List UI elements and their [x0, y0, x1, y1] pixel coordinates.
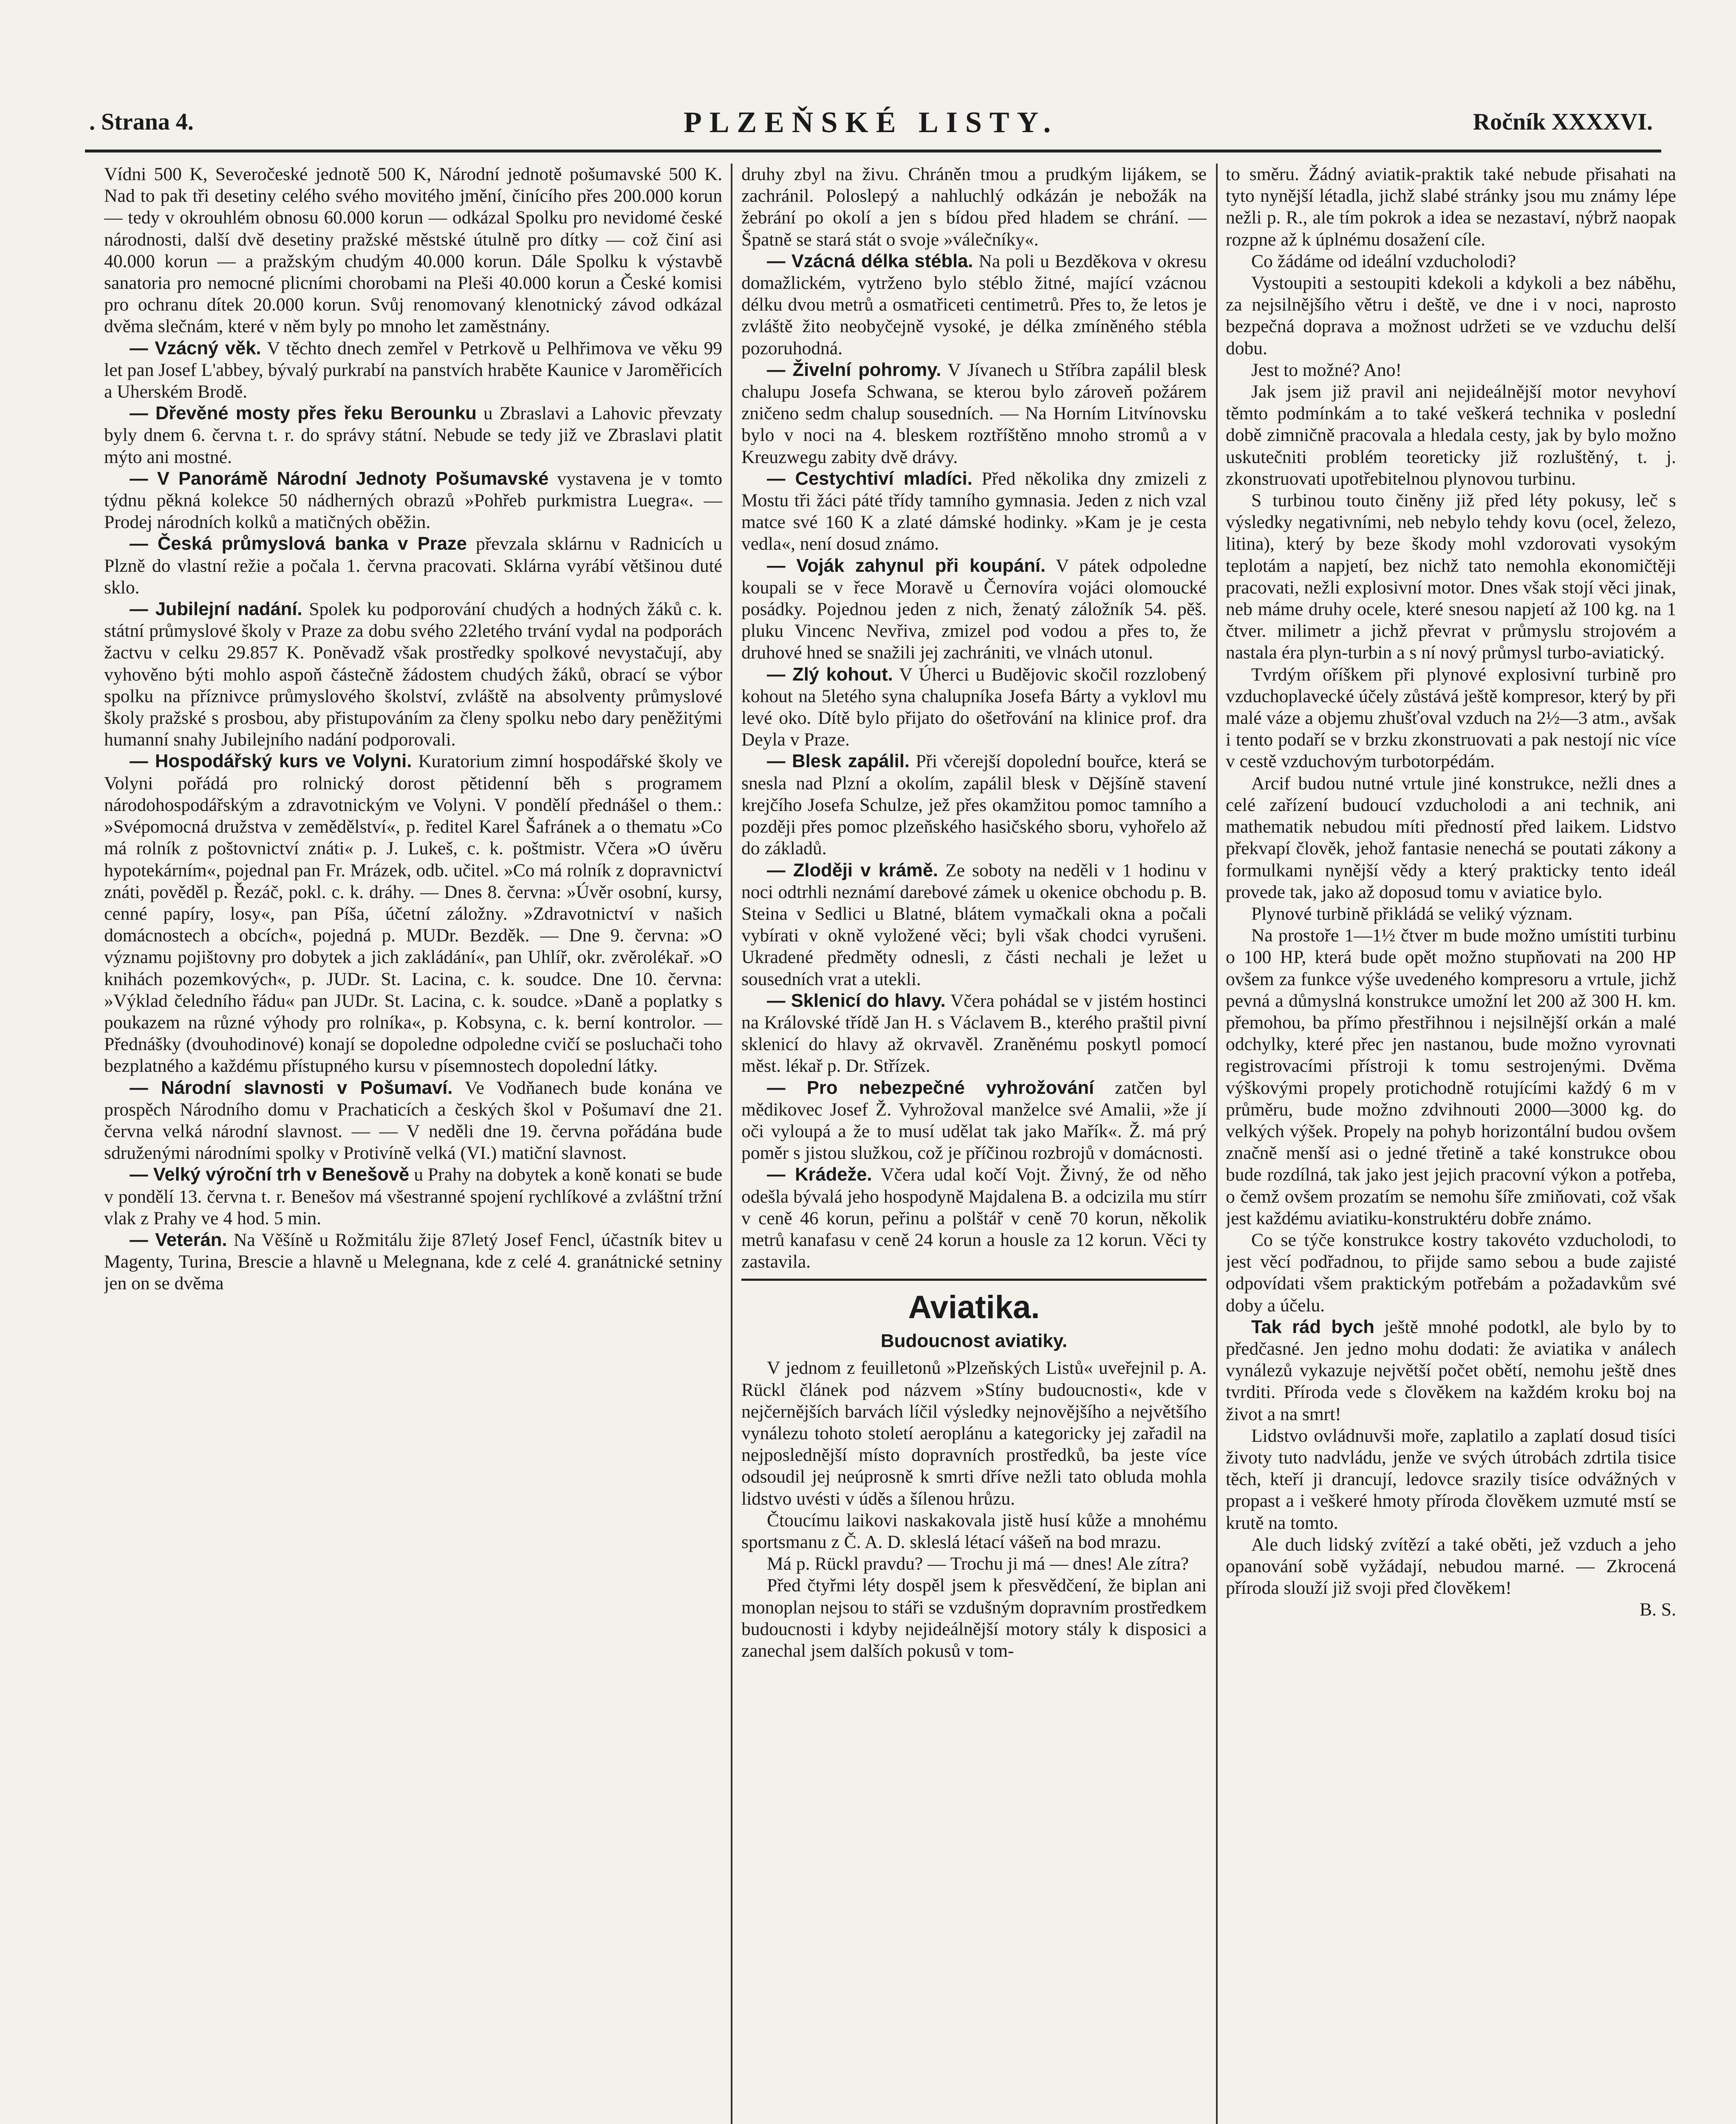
news-headline: — Hospodářský kurs ve Volyni. — [130, 751, 412, 772]
news-headline: — Pro nebezpečné vyhrožování — [767, 1077, 1094, 1098]
news-headline: — Voják zahynul při koupání. — [767, 555, 1046, 576]
article-paragraph: Má p. Rückl pravdu? — Trochu ji má — dnes! Ale zítra? — [767, 1553, 1189, 1574]
paragraph-text: Vystoupiti a sestoupiti kdekoli a kdykoli a bez náběhu, za nejsilnějšího větru i deště, ve dne i v noci, naprosto bezpečná doprava a možnost udržeti se ve vzduchu delší dobu. — [1226, 273, 1676, 359]
paragraph-text: V těchto dnech zemřel v Petrkově u Pelhřimova ve věku 99 let pan Josef L'abbey, bývalý purkrabí na panstvích hraběte Kaunice v Jaroměřicích a Uherském Brodě. — [104, 338, 722, 402]
paragraph-text: Spolek ku podporování chudých a hodných žáků c. k. státní průmyslové školy v Praze za dobu svého 22letého trvání vydal na podporách žactvu v celku 29.857 K. Poněvadž však prostředky spolkové nevystačují, aby vyhověno býti mohlo aspoň částečně žádostem chudých žáků, obrací se výbor spolku na příznivce průmyslového školství, zvláště na absolventy průmyslové školy pražské s prosbou, aby přistupováním za členy spolku nebo dary peněžitými humanní snahy Jubilejního nadání podporovali. — [104, 599, 722, 750]
paragraph-text: ještě mnohé podotkl, ale bylo by to předčasné. Jen jedno mohu dodati: že aviatika v análech vynálezů vykazuje největší počet obětí, nemohu ještě dnes tvrditi. Příroda vede s člověkem na každém kroku boj na život a na smrt! — [1226, 1316, 1676, 1424]
column-3 — [1226, 164, 1676, 2124]
news-paragraph — [1226, 1229, 1676, 1316]
news-headline: — Sklenicí do hlavy. — [767, 990, 946, 1011]
news-paragraph — [1226, 1534, 1676, 1599]
paragraph-text: u Zbraslavi a Lahovic převzaty byly dnem 6. června t. r. do správy státní. Nebude se tedy již ve Zbraslavi platit mýto ani mostné. — [104, 403, 722, 467]
news-headline: — V Panorámě Národní Jednoty Pošumavské — [130, 468, 549, 489]
section-title-aviatika: Aviatika. — [908, 1289, 1040, 1326]
news-paragraph — [1226, 925, 1676, 1229]
newspaper-title: PLZEŇSKÉ LISTY. — [683, 106, 1059, 139]
paragraph-text: Před několika dny zmizeli z Mostu tři žáci páté třídy tamního gymnasia. Jeden z nich vzal matce své 160 K a zlaté dámské hodinky. »Kam je je cesta vedla«, není dosud známo. — [741, 468, 1207, 554]
news-paragraph — [1226, 903, 1676, 925]
article-paragraph: Před čtyřmi léty dospěl jsem k přesvědčení, že biplan ani monoplan nejsou to stáři se vzdušným dopravním prostředkem budoucnosti i kdyby nejideálnější motory stály k disposici a zanechal jsem dalších pokusů v tom- — [741, 1575, 1207, 1661]
paragraph-text: převzala sklárnu v Radnicích u Plzně do vlastní režie a počala 1. června pracovati. Sklárna vyrábí většinou duté sklo. — [104, 534, 722, 598]
paragraph-text: Ve Vodňanech bude konána ve prospěch Národního domu v Prachaticích a českých škol v Pošumaví dne 21. června velká národní slavnost. — — V neděli dne 19. června pořádána bude sdruženými národními spolky v Protivíně velká (VI.) matiční slavnost. — [104, 1077, 722, 1164]
paragraph-text: Při včerejší dopolední bouřce, která se snesla nad Plzní a okolím, zapálil blesk v Dějšíně stavení krejčího Josefa Schulze, jež přes okamžitou pomoc tamního a později přes pomoc plzeňského hasičského sboru, vyhořelo až do základů. — [741, 751, 1207, 859]
news-paragraph — [1226, 773, 1676, 903]
paragraph-text: Včera udal kočí Vojt. Živný, že od něho odešla bývalá jeho hospodyně Majdalena B. a odcizila mu stírr v ceně 46 korun, peřinu a polštář v ceně 70 korun, několik metrů kanafasu v ceně 24 korun a housle za 12 korun. Věci ty zastavila. — [741, 1164, 1207, 1272]
paragraph-text: V Jívanech u Stříbra zapálil blesk chalupu Josefa Schwana, se kterou bylo zároveň požárem zničeno sedm chalup sousedních. — Na Horním Litvínovsku bylo v noci na 4. bleskem roztříštěno mnoho stromů a v Kreuzwegu zabity dvě drávy. — [741, 359, 1207, 467]
news-paragraph — [1226, 272, 1676, 359]
paragraph-text: Jak jsem již pravil ani nejideálnější motor nevyhoví těmto podmínkám a to také veškerá technika v poslední době zimničně pracovala a hledala cesty, jak by bylo možno uskutečniti problém teoreticky již rozluštěný, t. j. zkonstruovati upotřebitelnou plynovou turbinu. — [1226, 381, 1676, 489]
paragraph-text: Na Věšíně u Rožmitálu žije 87letý Josef Fencl, účastník bitev u Magenty, Turina, Brescie a hlavně u Melegnana, kde z celé 4. granátnické setniny jen on se dvěma — [104, 1229, 722, 1294]
news-paragraph — [1226, 359, 1676, 381]
news-paragraph — [1226, 490, 1676, 664]
news-headline: — Velký výroční trh v Benešově — [130, 1164, 410, 1185]
paragraph-text: Včera pohádal se v jistém hostinci na Královské třídě Jan H. s Václavem B., kterého praštil pivní sklenicí do hlavy až okrvavěl. Zraněnému poskytl pomocí měst. lékař p. Dr. Střízek. — [741, 990, 1207, 1076]
news-items-column-2 — [741, 164, 1207, 1273]
news-paragraph — [741, 468, 1207, 555]
paragraph-text: Co se týče konstrukce kostry takovéto vzducholodi, to jest věcí podřadnou, to přijde samo sebou a bude zajisté odpovídati všem praktickým potřebám a požadavkům své doby a účelu. — [1226, 1229, 1676, 1316]
news-paragraph — [741, 751, 1207, 859]
news-headline: — Cestychtiví mladíci. — [767, 468, 973, 489]
news-paragraph — [741, 664, 1207, 751]
news-paragraph — [1226, 1425, 1676, 1534]
paragraph-text: to směru. Žádný aviatik-praktik také nebude přisahati na tyto nynější létadla, jichž slabé stránky jsou mu známy lépe nežli p. R., ale tím pokrok a idea se nezastaví, nýbrž naopak rozpne až k úplnému dosažení cíle. — [1226, 164, 1676, 250]
paragraph-text: Lidstvo ovládnuvši moře, zaplatilo a zaplatí dosud tisíci životy tuto nadvládu, jenže ve svých útrobách zdrtila tisice těch, kteří ji drancují, ledovce srazily tisíce odvážných v propast a i veškeré hmoty příroda člověkem uzmuté mstí se krutě na tomto. — [1226, 1425, 1676, 1533]
article-signature: B. S. — [1640, 1599, 1676, 1620]
news-headline: — Veterán. — [130, 1229, 227, 1250]
article-title: Budoucnost aviatiky. — [880, 1330, 1068, 1352]
paragraph-text: Jest to možné? Ano! — [1251, 359, 1402, 380]
news-paragraph — [741, 359, 1207, 468]
news-headline: — Krádeže. — [767, 1164, 872, 1185]
paragraph-text: Na prostoře 1—1½ čtver m bude možno umístiti turbinu o 100 HP, která bude opět možno stupňovati na 200 HP ovšem za funkce výše uvedeného kompresoru a vrtule, jichž pevná a důmyslná konstrukce umožní let 200 až 300 H. km. přemohou, ba přímo přestřihnou i nejsilnější orkán a malé odchylky, které přec jen nastanou, bude možno vyrovnati registrovacími přístroji k tomu sestrojenými. Dvěma výškovými propely protichodně rotujícími každý 6 m v průměru, bude možno zdvihnouti 2000—3000 kg. do velkých výšek. Propely na pohyb horizontální budou ovšem značně menší asi o jedné třetině a také konstrukce obou bude rozdílná, tak jako jest jejich pracovní výkon a potřeba, o čemž ovšem prozatím se nemohu šíře zmiňovati, což však jest každému aviatiku-konstruktéru dobře známo. — [1226, 925, 1676, 1229]
paragraph-text: Kuratorium zimní hospodářské školy ve Volyni pořádá pro rolnický dorost pětidenní běh s programem národohospodářským a zdravotnickým ve Volyni. V pondělí přednášel o them.: »Svépomocná družstva v zemědělství«, p. ředitel Karel Šafránek a o thematu »Co má rolník z poštovnictví znáti« p. J. Lukeš, c. k. poštmistr. Včera »O úvěru hypotekárním«, pojednal pan Fr. Mrázek, odb. učitel. »Co má rolník z dopravnictví znáti, pověděl p. Řezáč, pokl. c. k. dráhy. — Dnes 8. června: »Úvěr osobní, kursy, cenné papíry, losy«, pan Píša, účetní záložny. »Zdravotnictví v našich domácnostech a obcích«, pojedná p. MUDr. Bezděk. — Dne 9. června: »O významu pojištovny pro dobytek a jich zakládání«, pan Uhlíř, okr. zvěrolékař. »O knihách pozemkových«, p. JUDr. St. Lacina, c. k. soudce. Dne 10. června: »Výklad čeledního řádu« pan JUDr. St. Lacina, c. k. soudce. »Daně a poplatky s poukazem na různé výhody pro rolníka«, p. Kobsyna, c. k. berní kontrolor. — Přednášky (dvouhodinové) konají se dopoledne odpoledne cvičí se posluchači toho bezplatného a každému přístupného kursu v písemnostech dopolední látky. — [104, 751, 722, 1076]
news-headline: — Zlý kohout. — [767, 664, 893, 685]
paragraph-text: vystavena je v tomto týdnu pěkná kolekce 50 nádherných obrazů »Pohřeb purkmistra Luegra«. — Prodej národních kolků a matičných oběžin. — [104, 468, 722, 533]
news-headline: — Jubilejní nadání. — [130, 599, 303, 620]
news-paragraph — [741, 990, 1207, 1077]
news-headline: — Česká průmyslová banka v Praze — [130, 534, 467, 554]
news-paragraph — [1226, 381, 1676, 490]
news-paragraph — [1226, 164, 1676, 251]
column-divider-1 — [731, 164, 732, 2124]
paragraph-text: Arcif budou nutné vrtule jiné konstrukce, nežli dnes a celé zařízení budoucí vzducholodi a ani technik, ani mathematik nebudou míti předností před laikem. Lidstvo překvapí člověk, jehož fantasie nenechá se poutati zákony a formulkami nynější vědy a který prakticky tento ideál provede tak, jako až doposud tomu v aviatice bylo. — [1226, 773, 1676, 902]
column-2 — [741, 164, 1207, 2124]
paragraph-text: Tvrdým oříškem při plynové explosivní turbině pro vzduchoplavecké účely zůstává ještě kompresor, který by při malé váze a objemu zhušťoval vzduch na 2½—3 atm., avšak i tento podaří se v brzku zkonstruovati a pak nestojí nic více v cestě vzduchovým turbotorpédám. — [1226, 664, 1676, 772]
page-number: . Strana 4. — [89, 109, 194, 135]
news-headline: — Zloději v krámě. — [767, 860, 939, 881]
page-header — [89, 108, 1653, 147]
header-rule — [85, 150, 1661, 153]
paragraph-text: Co žádáme od ideální vzducholodi? — [1251, 251, 1516, 271]
news-headline: — Národní slavnosti v Pošumaví. — [130, 1077, 453, 1098]
news-paragraph — [104, 164, 722, 338]
column-divider-2 — [1216, 164, 1218, 2124]
news-paragraph — [104, 533, 722, 599]
paragraph-text: Ale duch lidský zvítězí a také oběti, jež vzduch a jeho opanování sobě vyžádají, nebudou marné. — Zkrocená příroda slouží již svoji před člověkem! — [1226, 1534, 1676, 1599]
news-paragraph — [1226, 251, 1676, 272]
news-headline: — Vzácný věk. — [130, 338, 261, 359]
paragraph-text: Ze soboty na neděli v 1 hodinu v noci odtrhli neznámí darebové zámek u okenice obchodu p. B. Steina v Sedlici u Blatné, blátem vymačkali okna a počali vybírati v okně vyložené věci; byli však chodci vyrušeni. Ukradené předměty odnesli, z části nechali je ležet u sousedních vrat a utekli. — [741, 860, 1207, 989]
news-paragraph — [104, 751, 722, 1077]
paragraph-text: Plynové turbině přikládá se veliký význam. — [1251, 903, 1573, 924]
news-headline: Tak rád bych — [1251, 1316, 1374, 1337]
news-paragraph — [741, 555, 1207, 664]
volume-label: Ročník XXXXVI. — [1473, 109, 1653, 135]
paragraph-text: zatčen byl mědikovec Josef Ž. Vyhrožoval manželce své Amalii, »že jí oči vyloupá a že to musí udělat tak jako Mařík«. Ž. má prý poměr s jistou služkou, což je příčinou rozbrojů v domácnosti. — [741, 1077, 1207, 1164]
news-paragraph — [1226, 1316, 1676, 1425]
column-1 — [104, 164, 722, 2124]
news-headline: — Blesk zapálil. — [767, 751, 910, 772]
news-paragraph — [104, 1164, 722, 1229]
section-rule — [741, 1279, 1207, 1281]
paragraph-text: V Úherci u Budějovic skočil rozzlobený kohout na 5letého syna chalupníka Josefa Bárty a vyklovl mu levé oko. Dítě bylo přijato do ošetřování na klinice prof. dra Deyla v Praze. — [741, 664, 1207, 750]
paragraph-text: Vídni 500 K, Severočeské jednotě 500 K, Národní jednotě pošumavské 500 K. Nad to pak tři desetiny celého svého movitého jmění, činícího přes 200.000 korun — tedy v okrouhlém obnosu 60.000 korun — odkázal Spolku pro nevidomé české národnosti, další dvě desetiny pražské městské útulně pro dítky — což činí asi 40.000 korun — a pražským chudým 40.000 korun. Dále Spolku k výstavbě sanatoria pro nemocné plicními chorobami na Pleši 40.000 korun a České komisi pro ochranu dítek 20.000 korun. Svůj renomovaný klenotnický závod odkázal dvěma slečnám, které v něm byly po mnoho let zaměstnány. — [104, 164, 722, 337]
paragraph-text: druhy zbyl na živu. Chráněn tmou a prudkým lijákem, se zachránil. Poloslepý a nahluchlý odkázán je nebožák na žebrání po okolí a jen s bídou před hladem se chrání. — Špatně se stará stát o svoje »válečníky«. — [741, 164, 1207, 250]
news-paragraph — [741, 1077, 1207, 1164]
news-headline: — Dřevěné mosty přes řeku Berounku — [130, 403, 477, 424]
news-paragraph — [741, 860, 1207, 990]
news-paragraph — [104, 468, 722, 534]
news-paragraph — [104, 338, 722, 403]
paragraph-text: u Prahy na dobytek a koně konati se bude v pondělí 13. června t. r. Benešov má všestranné spojení rychlíkové a zvláštní tržní vlak z Prahy ve 4 hod. 5 min. — [104, 1164, 722, 1229]
news-paragraph — [104, 403, 722, 468]
news-paragraph — [741, 251, 1207, 359]
news-paragraph — [741, 164, 1207, 251]
news-headline: — Vzácná délka stébla. — [767, 251, 973, 271]
news-paragraph — [104, 599, 722, 751]
paragraph-text: S turbinou touto činěny již před léty pokusy, leč s výsledky negativními, neb nebylo tehdy kovu (ocel, železo, litina), který by beze škody mohl vzdorovati vysokým teplotám a napjetí, bez nichž tato nemohla ekonomičtěji pracovati, nežli explosivní motor. Dnes však stojí věci jinak, neb máme druhy ocele, které snesou napjetí až 100 kg. na 1 čtver. milimetr a jichž převrat v průmyslu strojovém a nastala éra plyn-turbin a s ní nový průmysl turbo-aviatický. — [1226, 490, 1676, 663]
news-paragraph — [104, 1229, 722, 1295]
news-paragraph — [1226, 664, 1676, 773]
news-paragraph — [741, 1164, 1207, 1273]
news-headline: — Živelní pohromy. — [767, 359, 942, 380]
paragraph-text: Na poli u Bezděkova v okresu domažlickém, vytrženo bylo stéblo žitné, mající vzácnou délku dvou metrů a osmatřiceti centimetrů. Přes to, že letos je zvláště žito neobyčejně vysoké, je délka zmíněného stébla pozoruhodná. — [741, 251, 1207, 359]
aviatika-article-start — [741, 1357, 1207, 1662]
paragraph-text: V pátek odpoledne koupali se v řece Moravě u Černovíra vojáci olomoucké posádky. Pojednou jeden z nich, ženatý záložník 54. pěš. pluku Vincenc Nevřiva, zmizel pod vodou a přes to, že druhové hned se snažili jej zachrániti, ve vlnách utonul. — [741, 555, 1207, 663]
news-paragraph — [104, 1077, 722, 1164]
article-paragraph: Čtoucímu laikovi naskakovala jistě husí kůže a mnohému sportsmanu z Č. A. D. skleslá létací vášeň na bod mrazu. — [741, 1510, 1207, 1552]
aviatika-article-continued — [1226, 164, 1676, 1599]
article-paragraph: V jednom z feuilletonů »Plzeňských Listů« uveřejnil p. A. Rückl článek pod názvem »Stíny budoucnosti«, kde v nejčernějších barvách líčil výsledky nejnovějšího a největšího vynálezu tohoto století aeroplánu a kategoricky jej zařadil na nejposlednější místo dopravních prostředků, ba jeste více odsoudil jej neúprosně k smrti dříve nežli tato obluda mohla lidstvo uvésti v úděs a šílenou hrůzu. — [741, 1358, 1207, 1509]
